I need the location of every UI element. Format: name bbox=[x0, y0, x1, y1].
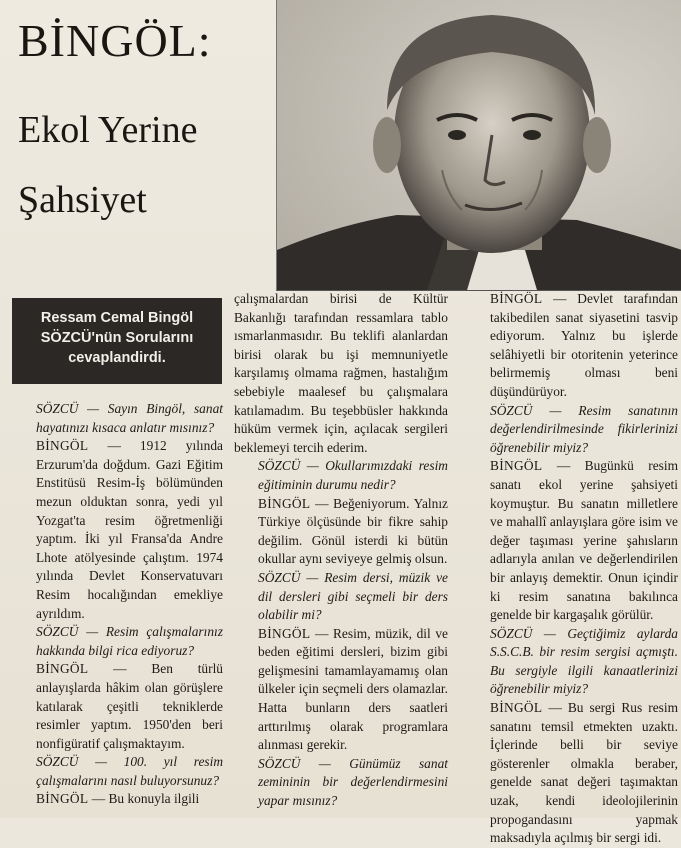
label-line-2: SÖZCÜ'nün Sorularını bbox=[40, 330, 194, 346]
speaker-bingol: BİNGÖL bbox=[36, 661, 89, 677]
answer-3-continued: çalışmalardan birisi de Kültür Bakanlığı tarafından ressamlara tablo ısmarlanmasıdır. Bu teklifi alanlardan birisi olarak bu işi memnuniyetle karşılamış olmama rağmen, hastalığım sebebiyle maalesef bu çalışmalara katılamadım. Bu teşebbüsler hakkında hüküm vermek için, açılacak sergileri beklemeyi tercih ederim. bbox=[234, 291, 448, 455]
portrait-photo bbox=[276, 0, 681, 291]
question-2: SÖZCÜ — Resim çalışmalarınız hakkında bilgi rica ediyoruz? bbox=[36, 624, 223, 658]
speaker-bingol: BİNGÖL bbox=[490, 700, 543, 716]
speaker-bingol: BİNGÖL bbox=[36, 438, 89, 454]
speaker-bingol: BİNGÖL bbox=[490, 291, 543, 306]
speaker-bingol: BİNGÖL bbox=[258, 495, 311, 511]
answer-5: BİNGÖL — Resim, müzik, dil ve beden eğitimi dersleri, bizim gibi gelişmesini tamamlayamamış olan ülkeler için seçmeli ders olamazlar. Hatta bunların ders saatleri arttırılmış olarak programlara alınması gerekir. bbox=[258, 625, 448, 753]
speaker-bingol: BİNGÖL bbox=[36, 791, 89, 807]
speaker-sozcu: SÖZCÜ bbox=[36, 401, 79, 416]
headline-name: BİNGÖL: bbox=[18, 15, 212, 66]
question-4: SÖZCÜ — Okullarımızdaki resim eğitiminin durumu nedir? bbox=[258, 458, 448, 492]
portrait-illustration bbox=[277, 0, 681, 290]
article-column-2 bbox=[234, 290, 448, 811]
speaker-sozcu: SÖZCÜ bbox=[36, 624, 79, 640]
answer-4: BİNGÖL — Beğeniyorum. Yalnız Türkiye ölçüsünde bir fikre sahip değilim. Gönül isterdi ki bütün okullar aynı seviyeye gelmiş olsun. bbox=[258, 495, 448, 567]
speaker-sozcu: SÖZCÜ bbox=[258, 755, 301, 771]
label-line-3: cevaplandirdi. bbox=[68, 350, 166, 366]
question-3: SÖZCÜ — 100. yıl resim çalışmalarını nasıl buluyorsunuz? bbox=[36, 754, 223, 788]
speaker-sozcu: SÖZCÜ bbox=[258, 569, 301, 585]
label-line-1: Ressam Cemal Bingöl bbox=[40, 310, 194, 326]
answer-3: BİNGÖL — Bu konuyla ilgili bbox=[36, 791, 200, 807]
question-6: SÖZCÜ — Günümüz sanat zemininin bir değerlendirmesini yapar mısınız? bbox=[258, 755, 448, 809]
question-5: SÖZCÜ — Resim dersi, müzik ve dil dersleri gibi seçmeli bir ders olabilir mi? bbox=[258, 569, 448, 623]
speaker-bingol: BİNGÖL bbox=[490, 458, 543, 474]
speaker-sozcu: SÖZCÜ bbox=[490, 402, 533, 418]
answer-6: BİNGÖL — Devlet tarafından takibedilen sanat siyasetini tasvip ediyorum. Yalnız bu işlerde selâhiyetli bir otoritenin yeterince belirmemiş olması beni düşündürüyor. bbox=[490, 291, 678, 399]
speaker-sozcu: SÖZCÜ bbox=[36, 754, 79, 770]
speaker-sozcu: SÖZCÜ bbox=[490, 625, 533, 641]
answer-8: BİNGÖL — Bu sergi Rus resim sanatını temsil etmekten uzaktı. İçlerinde belli bir seviye gösterenler olmakla beraber, genelde sanat değeri taşımaktan uzak, kendi ideolojilerinin propogandasını yapmak maksadıyla açılmış bir sergi idi. bbox=[490, 700, 678, 846]
interview-label-box bbox=[12, 298, 222, 384]
headline-line-2: Ekol Yerine bbox=[18, 109, 198, 151]
article-column-1 bbox=[12, 400, 223, 809]
question-7: SÖZCÜ — Resim sanatının değerlendirilmesinde fikirlerinizi öğrenebilir miyiz? bbox=[490, 402, 678, 455]
speaker-bingol: BİNGÖL bbox=[258, 625, 311, 641]
answer-7: BİNGÖL — Bugünkü resim sanatı ekol yerine şahsiyeti koymuştur. Bu sanatın milletlere ve mahallî anlayışlara göre isim ve değer taşıması yerine şahısların adlarıyla anılan ve değerlendirilen bir anlayış demektir. Onun içindir ki resim sanatına bakılınca genelde bir kargaşalık görülür. bbox=[490, 458, 678, 623]
speaker-sozcu: SÖZCÜ bbox=[258, 458, 301, 474]
article-column-3 bbox=[466, 290, 678, 848]
answer-1: BİNGÖL — 1912 yılında Erzurum'da doğdum. Gazi Eğitim Enstitüsü Resim-İş bölümünden mezun olduktan sonra, yedi yıl Yozgat'ta resim öğretmenliği yaptım. İki yıl Fransa'da Andre Lhote atölyesinde çalıştım. 1974 yılında Devlet Konservatuvarı Resim hocalığından emekliye ayrıldım. bbox=[36, 438, 223, 621]
headline-line-3: Şahsiyet bbox=[18, 179, 147, 221]
question-8: SÖZCÜ — Geçtiğimiz aylarda S.S.C.B. bir resim sergisi açmıştı. Bu sergiyle ilgili kanaatlerinizi öğrenebilir miyiz? bbox=[490, 625, 678, 697]
answer-2: BİNGÖL — Ben türlü anlayışlarda hâkim olan görüşlere katılarak çeşitli tekniklerde resimler yaptım. 1950'den beri nonfigüratif çalışmaktayım. bbox=[36, 661, 223, 751]
question-1: SÖZCÜ — Sayın Bingöl, sanat hayatınızı kısaca anlatır mısınız? bbox=[36, 401, 223, 435]
